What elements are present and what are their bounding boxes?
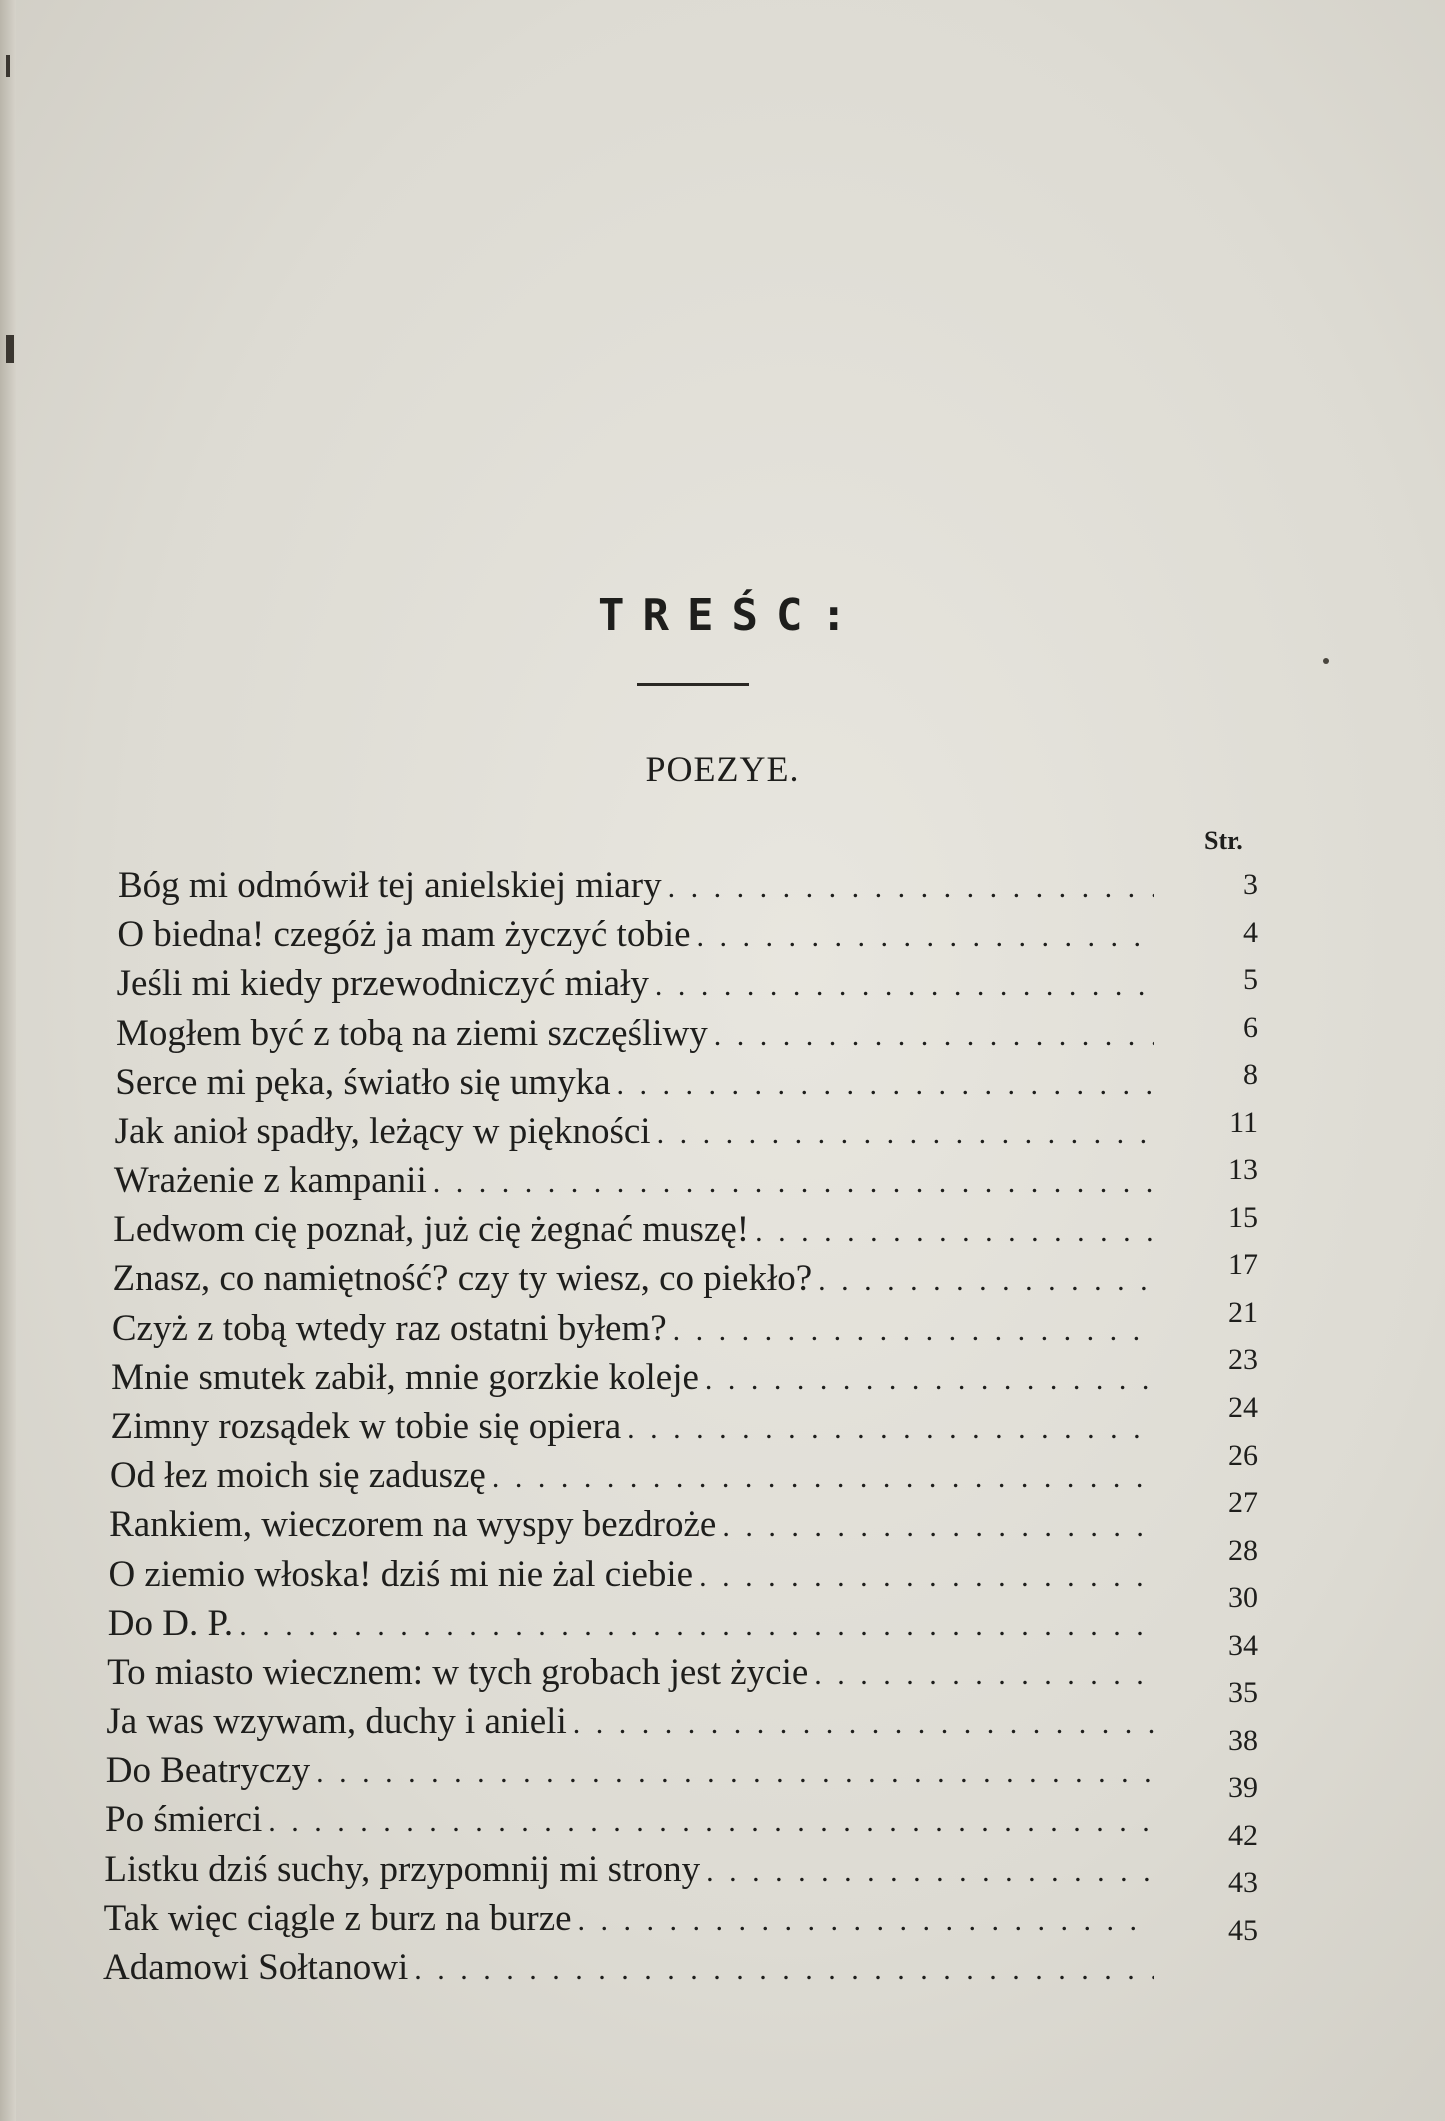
- dot-leader: [673, 1314, 1154, 1348]
- dot-leader: [655, 969, 1154, 1003]
- toc-entry: [108, 1602, 1162, 1645]
- dot-leader: [714, 1019, 1154, 1053]
- toc-entry-title: Adamowi Sołtanowi: [103, 1947, 409, 1988]
- toc-entry: [111, 1356, 1162, 1399]
- toc-entry: [104, 1848, 1162, 1891]
- toc-entry-page-number: 38: [1228, 1723, 1258, 1757]
- dot-leader: [705, 1363, 1154, 1397]
- toc-entry-title: Rankiem, wieczorem na wyspy bezdroże: [109, 1504, 717, 1546]
- toc-entry-title: O biedna! czegóż ja mam życzyć tobie: [117, 914, 691, 956]
- dot-leader: [627, 1412, 1154, 1446]
- toc-entry-page-number: 34: [1228, 1628, 1258, 1662]
- toc-entry-title: O ziemio włoska! dziś mi nie żal ciebie: [108, 1553, 694, 1595]
- toc-entry: [108, 1553, 1162, 1596]
- toc-entry: [110, 1454, 1162, 1497]
- toc-entry-page-number: 28: [1228, 1533, 1258, 1567]
- dot-leader: [617, 1068, 1154, 1102]
- toc-entry: [104, 1897, 1162, 1940]
- toc-entry-title: Znasz, co namiętność? czy ty wiesz, co piekło?: [112, 1258, 813, 1300]
- toc-entry-page-number: 39: [1228, 1771, 1258, 1805]
- toc-entry-page-number: 5: [1243, 963, 1258, 997]
- dot-leader: [755, 1215, 1154, 1249]
- toc-entry: [111, 1405, 1163, 1448]
- toc-entry: [116, 1012, 1162, 1055]
- toc-entry-title: Jak anioł spadły, leżący w piękności: [114, 1110, 651, 1152]
- toc-entry-page-number: 21: [1228, 1295, 1258, 1329]
- toc-entry: [105, 1798, 1162, 1841]
- toc-entry-title: Ledwom cię poznał, już cię żegnać muszę!: [113, 1209, 750, 1251]
- dot-leader: [573, 1707, 1154, 1741]
- toc-entry-title: Jeśli mi kiedy przewodniczyć miały: [116, 963, 649, 1005]
- dot-leader: [697, 920, 1154, 954]
- toc-entry-page-number: 26: [1228, 1438, 1258, 1472]
- dot-leader: [657, 1117, 1154, 1151]
- toc-entry: [114, 1159, 1162, 1202]
- toc-entry: [115, 1061, 1162, 1104]
- toc-entry-page-number: 11: [1229, 1105, 1258, 1139]
- toc-entry-title: Czyż z tobą wtedy raz ostatni byłem?: [111, 1307, 667, 1349]
- dot-leader: [699, 1560, 1154, 1594]
- dot-leader: [433, 1166, 1154, 1200]
- dot-leader: [668, 871, 1154, 905]
- toc-entry-page-number: 17: [1228, 1248, 1258, 1282]
- toc-entry: [103, 1946, 1162, 1989]
- toc-entry-page-number: 13: [1228, 1153, 1258, 1187]
- toc-entry-page-number: 42: [1228, 1818, 1258, 1852]
- dot-leader: [316, 1756, 1154, 1790]
- dot-leader: [706, 1855, 1154, 1889]
- toc-entry-page-number: 24: [1228, 1391, 1258, 1424]
- dot-leader: [814, 1658, 1154, 1692]
- toc-entry-title: Ja was wzywam, duchy i anieli: [106, 1701, 567, 1743]
- toc-entry-page-number: 30: [1228, 1581, 1258, 1615]
- toc-entry-page-number: 23: [1228, 1343, 1258, 1377]
- toc-entry-title: Zimny rozsądek w tobie się opiera: [110, 1406, 622, 1447]
- toc-entry-page-number: 8: [1243, 1058, 1258, 1092]
- toc-entry-page-number: 45: [1228, 1914, 1258, 1947]
- toc-entry: [107, 1651, 1162, 1694]
- page-column-header: Str.: [1204, 826, 1243, 855]
- toc-entry-page-number: 35: [1228, 1676, 1258, 1710]
- dot-leader: [722, 1510, 1154, 1544]
- toc-entry-title: Od łez moich się zaduszę: [109, 1455, 486, 1497]
- dot-leader: [268, 1805, 1154, 1839]
- toc-entry-page-number: 15: [1228, 1200, 1258, 1234]
- toc-entry-page-number: 6: [1243, 1010, 1258, 1044]
- dot-leader: [239, 1609, 1154, 1643]
- toc-entry-title: Mogłem być z tobą na ziemi szczęśliwy: [115, 1012, 708, 1054]
- toc-entry-title: Wrażenie z kampanii: [113, 1160, 427, 1202]
- toc-entry-title: Serce mi pęka, światło się umyka: [115, 1061, 611, 1103]
- toc-entry-title: Bóg mi odmówił tej anielskiej miary: [118, 865, 662, 906]
- toc-entry-page-number: 27: [1228, 1486, 1258, 1520]
- toc-entry: [117, 962, 1162, 1005]
- toc-entry: [106, 1749, 1162, 1792]
- toc-entry: [113, 1208, 1162, 1251]
- toc-entry: [112, 1307, 1162, 1350]
- toc-entry-title: Po śmierci: [105, 1799, 263, 1841]
- toc-entry-title: Listku dziś suchy, przypomnij mi strony: [104, 1848, 701, 1890]
- toc-entry: [118, 864, 1162, 907]
- toc-entry-title: To miasto wiecznem: w tych grobach jest życie: [107, 1651, 809, 1693]
- dot-leader: [578, 1904, 1154, 1938]
- dot-leader: [492, 1461, 1154, 1495]
- toc-entry: [109, 1503, 1162, 1546]
- toc-entry: [117, 913, 1162, 956]
- toc-entry-title: Do D. P.: [107, 1602, 234, 1644]
- page-title: TREŚC:: [598, 590, 865, 641]
- section-heading: POEZYE.: [645, 749, 800, 789]
- dot-leader: [818, 1264, 1154, 1298]
- toc-entry-title: Tak więc ciągle z burz na burze: [103, 1897, 572, 1939]
- toc-entry-title: Do Beatryczy: [105, 1750, 311, 1792]
- dot-leader: [414, 1953, 1154, 1987]
- toc-entry-page-number: 4: [1243, 915, 1258, 949]
- toc-entry: [113, 1257, 1162, 1300]
- toc-entry-page-number: 3: [1243, 868, 1258, 901]
- toc-entry-page-number: 43: [1228, 1866, 1258, 1900]
- toc-entry: [115, 1110, 1162, 1153]
- toc-entry: [106, 1700, 1162, 1743]
- toc-entry-title: Mnie smutek zabił, mnie gorzkie koleje: [111, 1356, 699, 1398]
